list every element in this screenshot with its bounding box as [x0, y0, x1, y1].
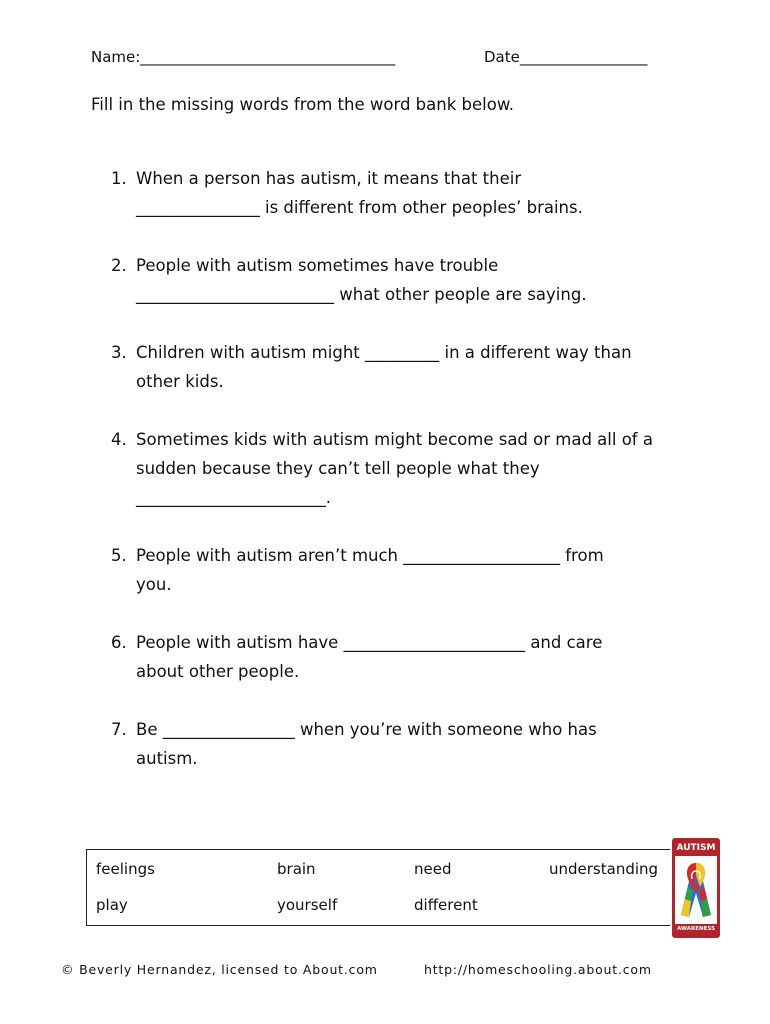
question-text[interactable]: Be ________________ when you’re with someone who has autism. — [136, 720, 597, 768]
puzzle-ribbon-icon — [675, 857, 717, 923]
badge-top-text: AUTISM — [675, 841, 717, 856]
question-6 — [111, 628, 691, 686]
question-number: 3. — [111, 343, 127, 362]
date-field[interactable]: Date_________________ — [484, 48, 648, 66]
copyright-text: © Beverly Hernandez, licensed to About.com — [61, 962, 378, 977]
question-list — [111, 164, 691, 802]
question-number: 1. — [111, 169, 127, 188]
question-5 — [111, 541, 691, 599]
question-text[interactable]: Children with autism might _________ in a different way than other kids. — [136, 343, 632, 391]
word-bank — [86, 849, 670, 926]
word-bank-item: feelings — [96, 860, 155, 878]
word-bank-item: different — [414, 896, 478, 914]
instructions: Fill in the missing words from the word bank below. — [91, 95, 515, 114]
word-bank-item: yourself — [277, 896, 338, 914]
question-4 — [111, 425, 691, 512]
question-text[interactable]: People with autism have ______________________ and care about other people. — [136, 633, 603, 681]
question-text[interactable]: When a person has autism, it means that their _______________ is different from other peoples’ brains. — [136, 169, 583, 217]
badge-bottom-text: AWARENESS — [675, 924, 717, 935]
question-text[interactable]: People with autism aren’t much ___________________ from you. — [136, 546, 604, 594]
question-text[interactable]: People with autism sometimes have trouble ________________________ what other people are saying. — [136, 256, 587, 304]
question-2 — [111, 251, 691, 309]
question-number: 2. — [111, 256, 127, 275]
question-3 — [111, 338, 691, 396]
question-number: 6. — [111, 633, 127, 652]
name-field[interactable]: Name:__________________________________ — [91, 48, 396, 66]
question-number: 7. — [111, 720, 127, 739]
question-text[interactable]: Sometimes kids with autism might become sad or mad all of a sudden because they can’t tell people what they _______________________. — [136, 430, 653, 507]
word-bank-item: need — [414, 860, 452, 878]
source-url[interactable]: http://homeschooling.about.com — [424, 962, 652, 977]
word-bank-item: play — [96, 896, 128, 914]
question-number: 4. — [111, 430, 127, 449]
question-7 — [111, 715, 691, 773]
word-bank-item: brain — [277, 860, 316, 878]
autism-awareness-badge — [672, 838, 720, 938]
question-number: 5. — [111, 546, 127, 565]
word-bank-item: understanding — [549, 860, 659, 878]
question-1 — [111, 164, 691, 222]
